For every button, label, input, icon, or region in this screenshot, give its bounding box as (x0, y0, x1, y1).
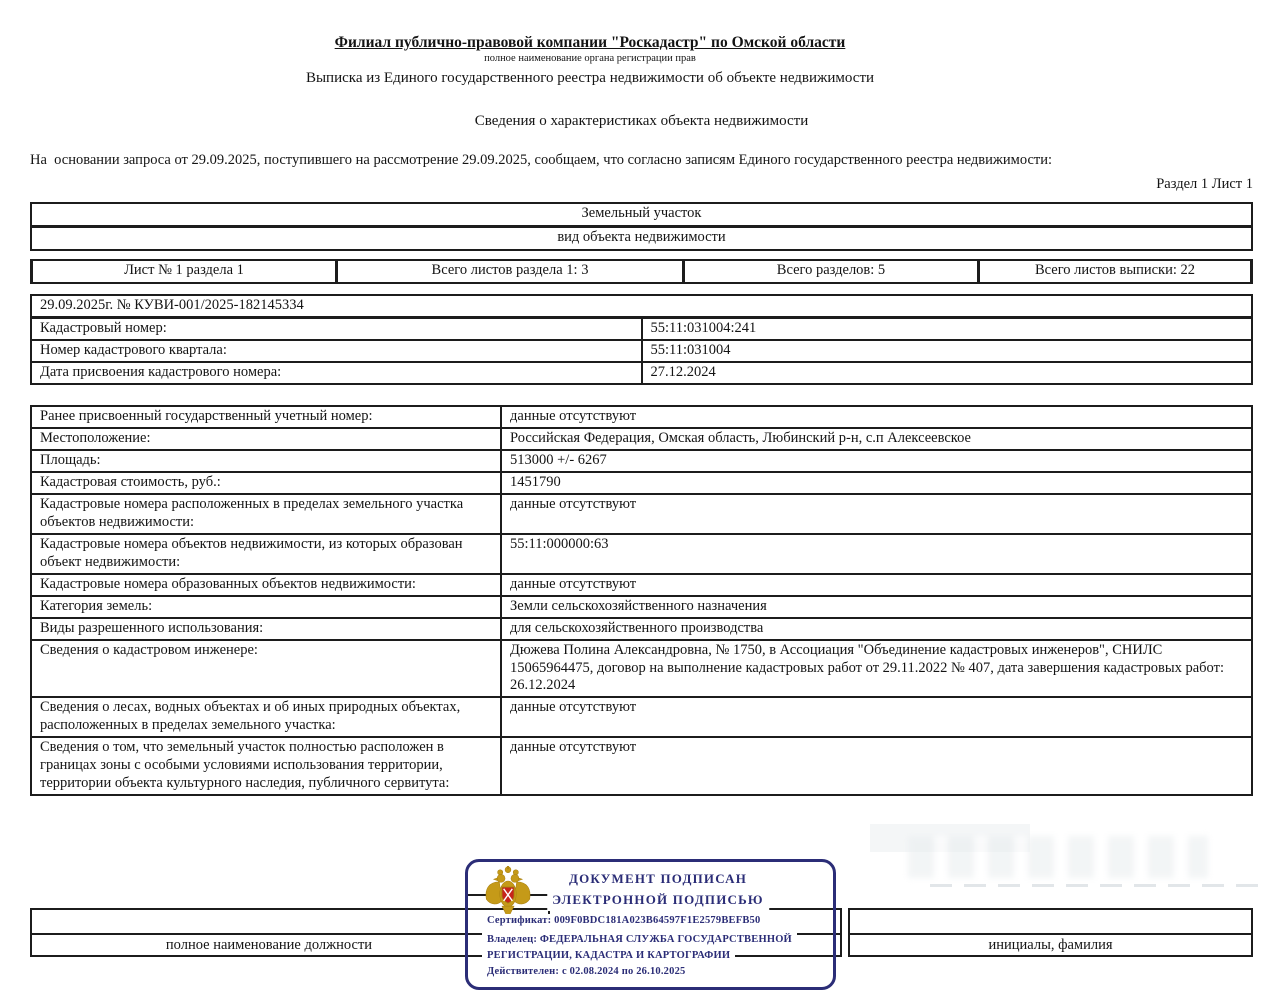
signature-footer (30, 796, 1253, 1006)
name-signature-table (848, 908, 1253, 957)
object-type-table (30, 202, 1253, 251)
document-header (30, 0, 1150, 87)
sheet-number-cell: Лист № 1 раздела 1 (32, 260, 337, 283)
intro-paragraph: На основании запроса от 29.09.2025, поступившего на рассмотрение 29.09.2025, сообщаем, что согласно записям Единого государственного реестра недвижимости: (30, 152, 1053, 168)
details-table (30, 405, 1253, 796)
row-value: Дюжева Полина Александровна, № 1750, в Ассоциация "Объединение кадастровых инженеров", СНИЛС 15065964475, договор на выполнение кадастровых работ от 29.11.2022 № 407, дата завершения кадастровых работ: 26.12.2024 (501, 640, 1252, 698)
table-row (31, 450, 1252, 472)
row-label: Кадастровая стоимость, руб.: (31, 472, 501, 494)
table-row (31, 472, 1252, 494)
position-caption: полное наименование должности (165, 937, 373, 954)
row-value: 55:11:031004 (642, 340, 1253, 362)
table-row (31, 428, 1252, 450)
table-row (31, 406, 1252, 428)
row-value: данные отсутствуют (501, 406, 1252, 428)
row-value: данные отсутствуют (501, 737, 1252, 795)
row-value: для сельскохозяйственного производства (501, 618, 1252, 640)
row-value: 513000 +/- 6267 (501, 450, 1252, 472)
row-value: 55:11:000000:63 (501, 534, 1252, 574)
row-label: Сведения о лесах, водных объектах и об иных природных объектах, расположенных в пределах земельного участка: (31, 697, 501, 737)
sheets-summary-table (30, 259, 1253, 284)
page-reference: Раздел 1 Лист 1 (1156, 176, 1253, 192)
table-row (31, 737, 1252, 795)
row-value: Российская Федерация, Омская область, Любинский р-н, с.п Алексеевское (501, 428, 1252, 450)
row-label: Категория земель: (31, 596, 501, 618)
table-row (31, 618, 1252, 640)
section-sheets-cell: Всего листов раздела 1: 3 (337, 260, 684, 283)
row-label: Номер кадастрового квартала: (31, 340, 642, 362)
row-label: Виды разрешенного использования: (31, 618, 501, 640)
document-title: Выписка из Единого государственного реестра недвижимости об объекте недвижимости (305, 70, 875, 86)
signature-blank-row (850, 910, 1251, 935)
row-label: Дата присвоения кадастрового номера: (31, 362, 642, 384)
table-row (31, 534, 1252, 574)
row-label: Кадастровые номера образованных объектов недвижимости: (31, 574, 501, 596)
table-row (31, 494, 1252, 534)
extract-sheets-cell: Всего листов выписки: 22 (979, 260, 1252, 283)
stamp-owner-line1: Владелец: ФЕДЕРАЛЬНАЯ СЛУЖБА ГОСУДАРСТВЕННОЙ (482, 933, 797, 946)
row-value: данные отсутствуют (501, 494, 1252, 534)
row-value: Земли сельскохозяйственного назначения (501, 596, 1252, 618)
row-value: данные отсутствуют (501, 697, 1252, 737)
object-type-caption: вид объекта недвижимости (31, 227, 1252, 251)
row-label: Местоположение: (31, 428, 501, 450)
stamp-validity: Действителен: с 02.08.2024 по 26.10.2025 (482, 965, 690, 978)
row-label: Сведения о том, что земельный участок полностью расположен в границах зоны с особыми условиями использования территории, территории объекта культурного наследия, публичного сервитута: (31, 737, 501, 795)
request-number: 29.09.2025г. № КУВИ-001/2025-182145334 (31, 295, 1252, 317)
table-row (31, 697, 1252, 737)
row-label: Площадь: (31, 450, 501, 472)
sections-total-cell: Всего разделов: 5 (684, 260, 979, 283)
section-title: Сведения о характеристиках объекта недвижимости (474, 113, 809, 129)
object-type-value: Земельный участок (31, 203, 1252, 227)
stamp-owner-line2: РЕГИСТРАЦИИ, КАДАСТРА И КАРТОГРАФИИ (482, 949, 735, 962)
row-label: Кадастровые номера объектов недвижимости, из которых образован объект недвижимости: (31, 534, 501, 574)
row-label: Ранее присвоенный государственный учетный номер: (31, 406, 501, 428)
row-value: 27.12.2024 (642, 362, 1253, 384)
row-value: 55:11:031004:241 (642, 317, 1253, 339)
row-label: Кадастровые номера расположенных в пределах земельного участка объектов недвижимости: (31, 494, 501, 534)
row-label: Сведения о кадастровом инженере: (31, 640, 501, 698)
stamp-title-line2: ЭЛЕКТРОННОЙ ПОДПИСЬЮ (547, 891, 769, 911)
digital-signature-stamp (465, 859, 836, 990)
row-label: Кадастровый номер: (31, 317, 642, 339)
stamp-title-line1: ДОКУМЕНТ ПОДПИСАН (564, 870, 752, 888)
watermark-smudge (908, 836, 1208, 878)
org-name-caption: полное наименование органа регистрации прав (484, 53, 696, 64)
table-row (31, 596, 1252, 618)
row-value: данные отсутствуют (501, 574, 1252, 596)
stamp-certificate: Сертификат: 009F0BDC181A023B64597F1E2579BEFB50 (482, 914, 765, 927)
scan-showthrough-dashes (930, 884, 1260, 887)
org-name: Филиал публично-правовой компании "Роскадастр" по Омской области (334, 34, 846, 51)
table-row (31, 640, 1252, 698)
table-row (31, 574, 1252, 596)
row-value: 1451790 (501, 472, 1252, 494)
name-caption: инициалы, фамилия (988, 937, 1113, 954)
request-table (30, 294, 1253, 385)
